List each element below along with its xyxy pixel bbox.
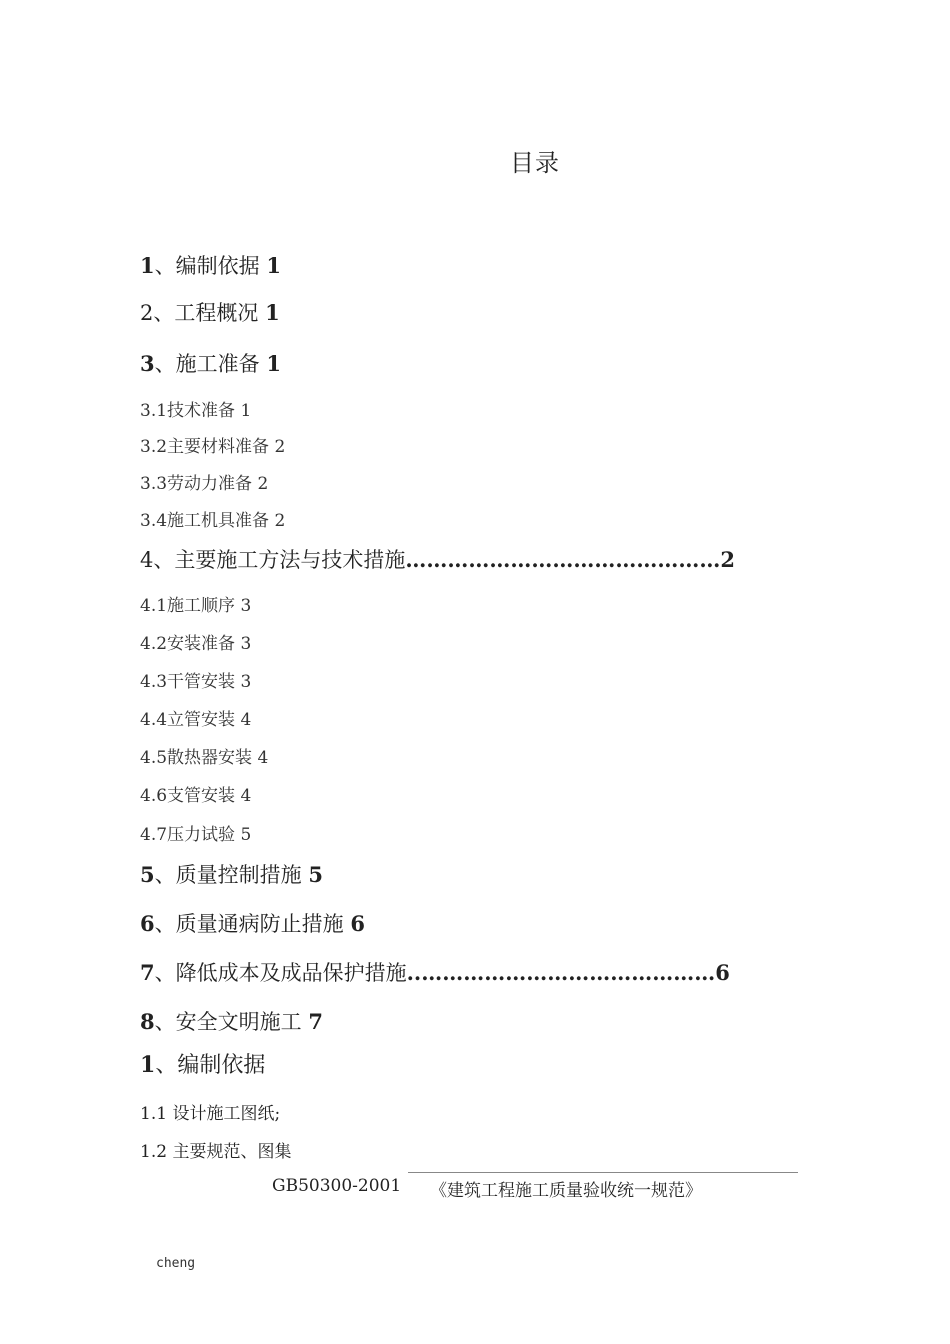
- toc-num: 1: [140, 253, 155, 278]
- toc-page: 1: [265, 300, 280, 325]
- toc-text: 、质量通病防止措施: [154, 912, 344, 936]
- toc-item-1[interactable]: [140, 250, 281, 280]
- toc-item-3[interactable]: [140, 348, 281, 378]
- toc-page: 1: [266, 253, 281, 278]
- toc-page: 1: [266, 351, 281, 376]
- toc-item-4-6[interactable]: [140, 781, 251, 806]
- toc-num: 3.4: [140, 511, 168, 531]
- toc-page: 5: [240, 825, 252, 845]
- toc-title: 目录: [510, 149, 560, 177]
- standard-code: GB50300-2001: [272, 1176, 402, 1196]
- section-heading-num: 1: [140, 1052, 156, 1078]
- toc-text: 支管安装: [167, 786, 236, 806]
- toc-text: 安装准备: [167, 634, 236, 654]
- toc-item-4[interactable]: [140, 544, 735, 574]
- toc-num: 7: [140, 960, 155, 985]
- toc-page: 5: [308, 862, 323, 887]
- toc-page: 4: [240, 786, 252, 806]
- toc-text: 施工机具准备: [167, 511, 270, 531]
- toc-item-4-5[interactable]: [140, 743, 268, 768]
- toc-num: 4.4: [140, 710, 168, 730]
- toc-num: 4.6: [140, 786, 168, 806]
- toc-text: 散热器安装: [167, 748, 253, 768]
- toc-item-3-2[interactable]: [140, 432, 285, 457]
- section-paragraph-2: 1.2 主要规范、图集: [140, 1142, 292, 1162]
- toc-num: 4.7: [140, 825, 168, 845]
- toc-text: 主要材料准备: [167, 437, 270, 457]
- toc-item-2[interactable]: [140, 297, 280, 327]
- toc-text: 、工程概况: [153, 301, 259, 325]
- toc-item-3-1[interactable]: [140, 396, 251, 421]
- toc-item-7[interactable]: [140, 957, 730, 987]
- standard-name: 《建筑工程施工质量验收统一规范》: [430, 1181, 702, 1201]
- toc-num: 3.1: [140, 401, 168, 421]
- toc-page: 6: [350, 911, 365, 936]
- toc-item-4-7[interactable]: [140, 820, 251, 845]
- toc-page: 2: [720, 547, 735, 572]
- toc-leader-dots: ..……………………………………: [406, 960, 716, 985]
- toc-num: 3: [140, 351, 155, 376]
- toc-item-4-2[interactable]: [140, 629, 251, 654]
- toc-text: 压力试验: [167, 825, 236, 845]
- toc-item-8[interactable]: [140, 1006, 323, 1036]
- toc-num: 5: [140, 862, 155, 887]
- toc-num: 8: [140, 1009, 155, 1034]
- toc-num: 4: [140, 548, 154, 572]
- toc-text: 施工顺序: [167, 596, 236, 616]
- toc-leader-dots: ………………………………………: [405, 547, 721, 572]
- toc-num: 3.2: [140, 437, 168, 457]
- toc-item-4-1[interactable]: [140, 591, 251, 616]
- section-heading: [140, 1048, 265, 1079]
- toc-page: 1: [240, 401, 252, 421]
- toc-num: 3.3: [140, 474, 168, 494]
- toc-text: 劳动力准备: [167, 474, 253, 494]
- toc-num: 4.2: [140, 634, 168, 654]
- toc-page: 2: [274, 511, 286, 531]
- divider-line: [408, 1172, 798, 1173]
- toc-num: 4.3: [140, 672, 168, 692]
- toc-page: 4: [257, 748, 269, 768]
- toc-num: 4.1: [140, 596, 168, 616]
- toc-page: 2: [274, 437, 286, 457]
- toc-page: 2: [257, 474, 269, 494]
- toc-page: 6: [715, 960, 730, 985]
- toc-num: 6: [140, 911, 155, 936]
- toc-text: 、施工准备: [154, 352, 260, 376]
- toc-text: 、安全文明施工: [154, 1010, 302, 1034]
- toc-item-5[interactable]: [140, 859, 323, 889]
- footer-note: cheng: [156, 1256, 196, 1271]
- toc-text: 、编制依据: [154, 254, 260, 278]
- toc-num: 2: [140, 301, 154, 325]
- toc-num: 4.5: [140, 748, 168, 768]
- toc-item-3-3[interactable]: [140, 469, 268, 494]
- toc-page: 4: [240, 710, 252, 730]
- toc-text: 干管安装: [167, 672, 236, 692]
- toc-text: 立管安装: [167, 710, 236, 730]
- toc-page: 3: [240, 672, 252, 692]
- toc-item-4-4[interactable]: [140, 705, 251, 730]
- toc-text: 、质量控制措施: [154, 863, 302, 887]
- section-heading-text: 、编制依据: [155, 1053, 266, 1078]
- toc-text: 技术准备: [167, 401, 236, 421]
- toc-page: 3: [240, 634, 252, 654]
- section-paragraph-1: 1.1 设计施工图纸;: [140, 1104, 281, 1124]
- toc-item-3-4[interactable]: [140, 506, 285, 531]
- toc-text: 、降低成本及成品保护措施: [154, 961, 407, 985]
- toc-page: 7: [308, 1009, 323, 1034]
- toc-item-4-3[interactable]: [140, 667, 251, 692]
- toc-item-6[interactable]: [140, 908, 365, 938]
- toc-page: 3: [240, 596, 252, 616]
- toc-text: 、主要施工方法与技术措施: [153, 548, 406, 572]
